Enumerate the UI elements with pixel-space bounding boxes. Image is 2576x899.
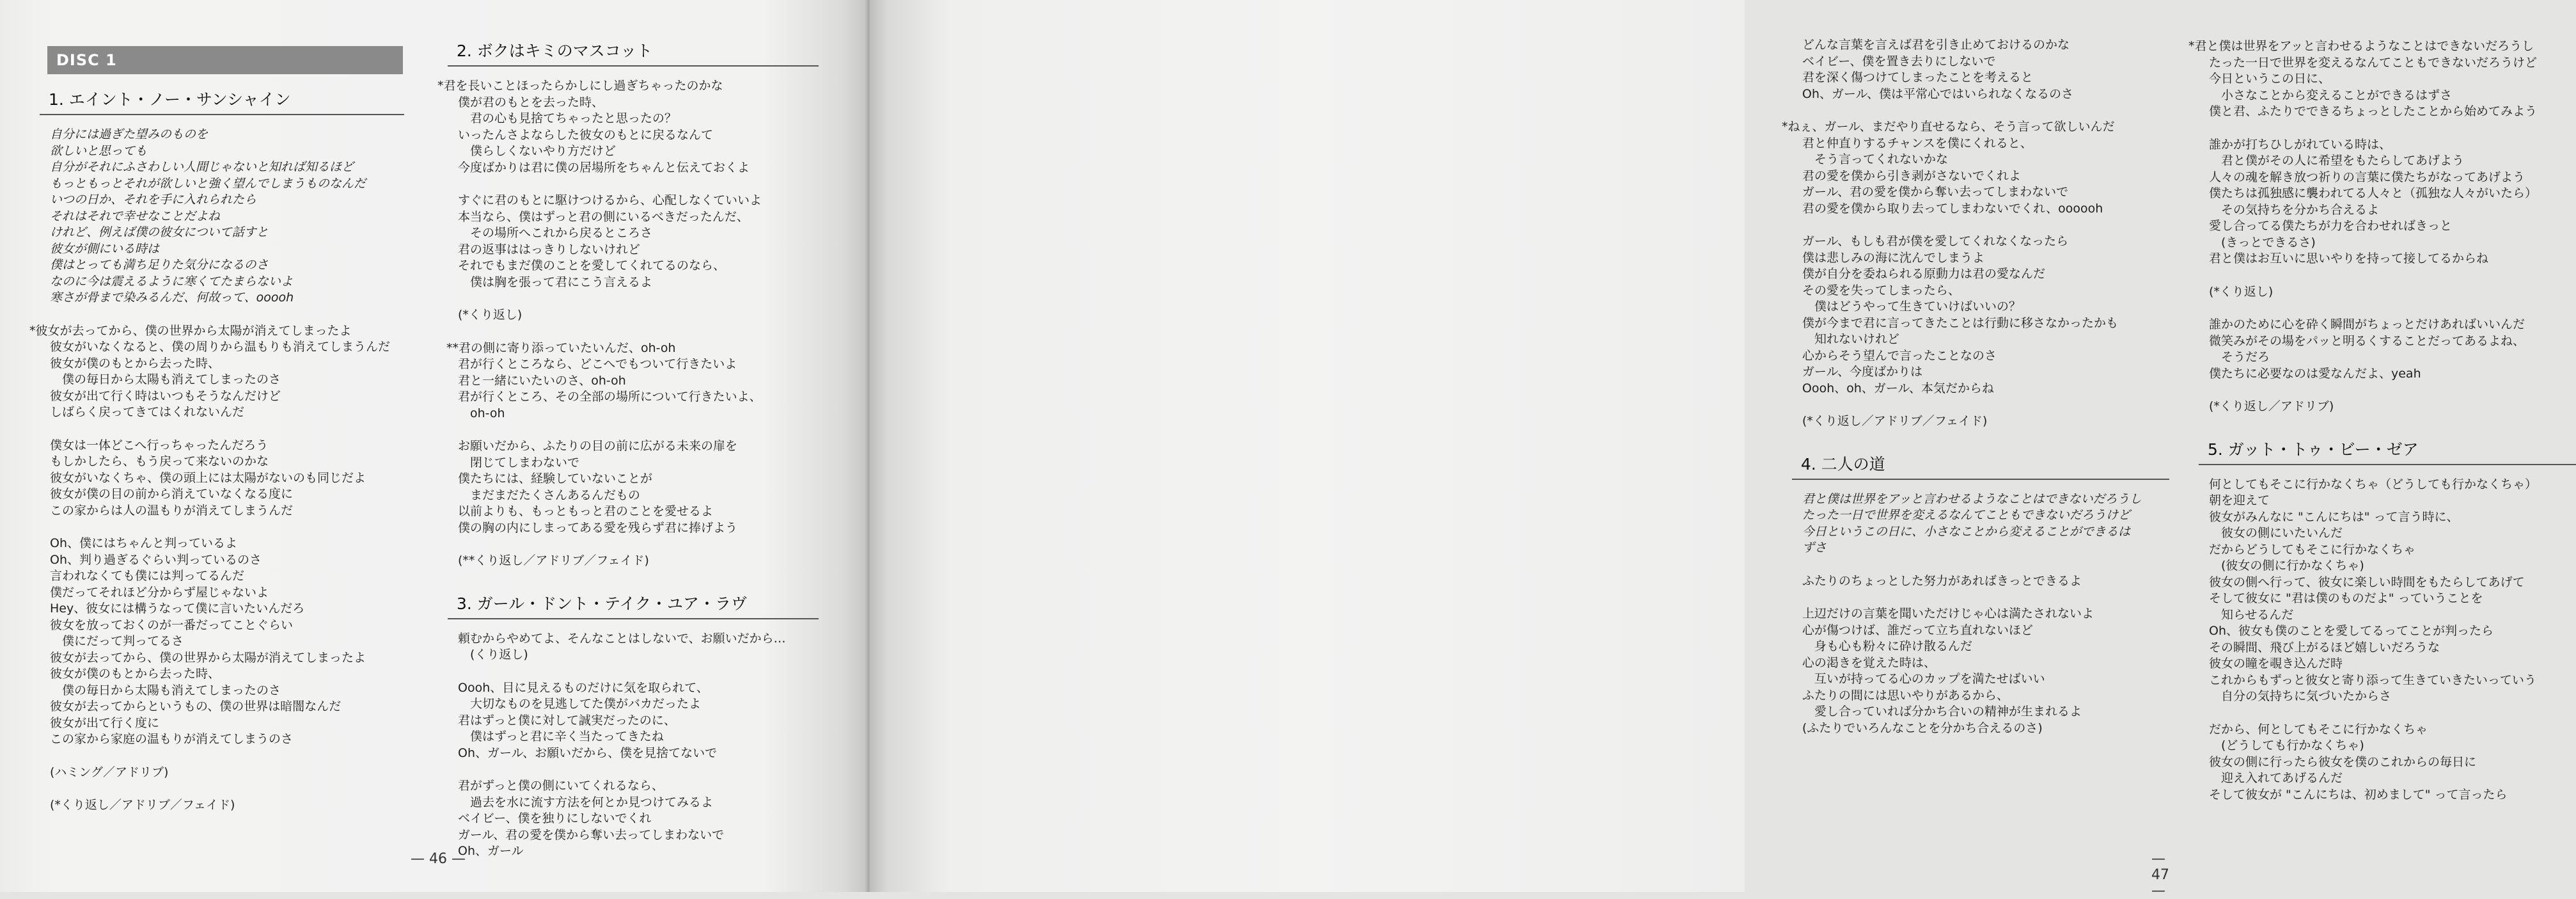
song-4-start: [1792, 452, 2169, 737]
stanza: [1792, 573, 2169, 590]
lyric-line: 知れないけれど: [1802, 332, 1900, 346]
lyric-line: 彼女が側にいる時は: [50, 241, 160, 256]
right-page: [870, 0, 2538, 899]
stanza: [448, 340, 819, 422]
song-title: 4. 二人の道: [1792, 452, 2169, 480]
lyric-line: ふたりのちょっとした努力があればきっとできるよ: [1802, 573, 2082, 588]
lyric-line: 彼女が僕の目の前から消えていなくなる度に: [50, 487, 294, 501]
left-page: [0, 0, 867, 892]
lyric-line: Hey、彼女には構うなって僕に言いたいんだろ: [50, 601, 305, 616]
lyric-line: Oh、僕にはちゃんと判っているよ: [50, 536, 237, 550]
stanza: [448, 193, 819, 290]
stanza: [1792, 234, 2169, 397]
lyric-line: *ねぇ、ガール、まだやり直せるなら、そう言って欲しいんだ: [1782, 120, 2115, 134]
lyric-line: 君と仲直りするチャンスを僕にくれると、: [1802, 136, 2032, 150]
lyric-line: 大切なものを見逃してた僕がバカだったよ: [458, 697, 702, 711]
lyric-line: ふたりの間には思いやりがあるから、: [1802, 688, 2009, 703]
left-column-1: [29, 46, 404, 836]
lyric-line: もしかしたら、もう戻って来ないのかな: [50, 454, 269, 468]
lyric-line: 僕はとっても満ち足りた気分になるのさ: [50, 258, 269, 272]
lyric-line: 身も心も粉々に砕け散るんだ: [1802, 639, 1973, 653]
lyric-line: 愛し合ってる僕たちが力を合わせればきっと: [2209, 219, 2453, 233]
lyric-line: 僕が君のもとを去った時、: [458, 95, 604, 109]
lyric-line: **君の側に寄り添っていたいんだ、oh-oh: [446, 340, 676, 355]
lyric-line: 僕はどうやって生きていけばいいの？: [1802, 299, 2022, 314]
lyric-line: 自分には過ぎた望みのものを: [50, 127, 208, 141]
stanza: [40, 797, 404, 814]
lyric-line: その愛を失ってしまったら、: [1802, 283, 1961, 298]
right-column-2: [2188, 38, 2576, 825]
lyric-line: 微笑みがその場をパッと明るくすることだってあるよね、: [2209, 333, 2525, 348]
lyric-line: 彼女の側に行ったら彼女を僕のこれからの毎日に: [2209, 754, 2477, 769]
lyric-line: 小さなことから変えることができるはずさ: [2209, 88, 2453, 102]
lyric-line: 知らせるんだ: [2209, 607, 2294, 622]
lyric-line: Oooh、oh、ガール、本気だからね: [1802, 381, 1995, 395]
stanza: [40, 127, 404, 306]
lyric-line: 僕たちは孤独感に襲われてる人々と（孤独な人々がいたら）: [2209, 186, 2538, 200]
stanza: [2199, 477, 2576, 705]
lyric-line: 君はずっと僕に対して誠実だったのに、: [458, 713, 676, 728]
song-title: 2. ボクはキミのマスコット: [448, 38, 819, 67]
lyric-line: 彼女が出て行く時はいつもそうなんだけど: [50, 388, 281, 403]
lyric-line: そして彼女に "君は僕のものだよ" っていうことを: [2209, 591, 2483, 605]
lyric-line: 彼女がいなくなると、僕の周りから温もりも消えてしまうんだ: [50, 340, 391, 354]
lyric-line: どんな言葉を言えば君を引き止めておけるのかな: [1802, 38, 2070, 52]
lyric-line: 以前よりも、もっともっと君のことを愛せるよ: [458, 504, 714, 518]
lyric-line: *君を長いことほったらかしにし過ぎちゃったのかな: [437, 79, 723, 93]
lyric-line: なのに今は震えるように寒くてたまらないよ: [50, 274, 294, 289]
lyric-line: (くり返し): [458, 648, 528, 662]
lyric-line: 君と一緒にいたいのさ、oh-oh: [458, 373, 626, 388]
lyric-line: 彼女が僕のもとから去った時、: [50, 667, 221, 681]
lyric-line: 君がずっと僕の側にいてくれるなら、: [458, 779, 664, 793]
page-number-left: — 46 —: [411, 851, 466, 867]
lyric-line: 迎え入れてあげるんだ: [2209, 771, 2343, 785]
lyric-line: 僕の毎日から太陽も消えてしまったのさ: [50, 372, 281, 386]
lyric-line: (*くり返し): [2209, 284, 2274, 299]
lyric-line: 心の渇きを覚えた時は、: [1802, 655, 1936, 670]
lyric-line: 愛し合っていれば分かち合いの精神が生まれるよ: [1802, 704, 2082, 719]
lyric-line: (*くり返し): [458, 308, 522, 322]
stanza: [448, 631, 819, 664]
lyric-line: 人々の魂を解き放つ祈りの言葉に僕たちがなってあげよう: [2209, 170, 2525, 184]
lyric-line: ガール、今度ばかりは: [1802, 365, 1923, 379]
lyric-line: 彼女がいなくちゃ、僕の頭上には太陽がないのも同じだよ: [50, 470, 366, 485]
lyric-line: 朝を迎えて: [2209, 493, 2270, 507]
lyric-line: 君と僕はお互いに思いやりを持って接してるからね: [2209, 251, 2489, 266]
song-4-continued: [2188, 38, 2576, 415]
stanza: [448, 778, 819, 860]
lyric-line: だからどうしてもそこに行かなくちゃ: [2209, 542, 2416, 557]
lyric-line: Oh、判り過ぎるぐらい判っているのさ: [50, 552, 262, 567]
stanza: [448, 438, 819, 536]
lyric-line: 欲しいと思っても: [50, 143, 148, 158]
stanza: [2199, 722, 2576, 804]
lyric-line: ガール、君の愛を僕から奪い去ってしまわないで: [458, 827, 725, 842]
lyric-line: 今日というこの日に、: [2209, 72, 2331, 86]
lyric-line: 君と僕は世界をアッと言わせるようなことはできないだろうし: [1802, 491, 2142, 506]
lyric-line: (きっとできるさ): [2209, 235, 2316, 250]
lyric-line: 互いが持ってる心のカップを満たせばいい: [1802, 672, 2045, 686]
lyric-line: すぐに君のもとに駆けつけるから、心配しなくていいよ: [458, 193, 762, 207]
song-3-continued: [1782, 37, 2169, 430]
stanza: [1792, 491, 2169, 557]
lyric-line: 過去を水に流す方法を何とか見つけてみるよ: [458, 795, 714, 809]
lyric-line: そうだろ: [2209, 350, 2270, 364]
song-1: [29, 87, 404, 814]
lyric-line: 彼女が去ってから、僕の世界から太陽が消えてしまったよ: [50, 650, 366, 665]
lyric-line: その場所へこれから戻るところさ: [458, 226, 653, 240]
stanza: [1792, 606, 2169, 736]
lyric-line: 誰かのために心を砕く瞬間がちょっとだけあればいいんだ: [2209, 317, 2525, 331]
stanza: [2199, 284, 2576, 301]
lyric-line: いつの日か、それを手に入れられたら: [50, 193, 257, 207]
lyric-line: そして彼女が "こんにちは、初めまして" って言ったら: [2209, 787, 2508, 802]
stanza: [1782, 119, 2169, 217]
lyric-line: 頼むからやめてよ、そんなことはしないで、お願いだから…: [458, 631, 786, 646]
lyric-line: 自分がそれにふさわしい人間じゃないと知れば知るほど: [50, 160, 354, 174]
lyric-line: 彼女が僕のもとから去った時、: [50, 356, 221, 370]
stanza: [437, 78, 819, 176]
lyric-line: 僕は悲しみの海に沈んでしまうよ: [1802, 250, 1985, 265]
lyric-line: ガール、君の愛を僕から奪い去ってしまわないで: [1802, 185, 2069, 199]
song-5: [2199, 437, 2576, 804]
lyric-line: 自分の気持ちに気づいたからさ: [2209, 689, 2392, 703]
stanza: [29, 323, 404, 421]
lyric-line: 今日というこの日に、小さなことから変えることができるは: [1802, 524, 2131, 539]
lyric-line: (ふたりでいろんなことを分かち合えるのさ): [1802, 720, 2043, 735]
lyric-line: 閉じてしまわないで: [458, 455, 580, 470]
song-title: 1. エイント・ノー・サンシャイン: [40, 87, 404, 115]
lyric-line: 君の愛を僕から取り去ってしまわないでくれ、oooooh: [1802, 201, 2103, 216]
lyric-line: Oooh、目に見えるものだけに気を取られて、: [458, 680, 709, 695]
stanza: [448, 553, 819, 569]
lyric-line: 彼女の側にいたいんだ: [2209, 526, 2343, 540]
lyric-line: その瞬間、飛び上がるほど嬉しいだろうな: [2209, 640, 2440, 655]
lyric-line: oh-oh: [458, 406, 505, 420]
lyric-line: もっともっとそれが欲しいと強く望んでしまうものなんだ: [50, 176, 366, 191]
song-title: 3. ガール・ドント・テイク・ユア・ラヴ: [448, 591, 819, 619]
lyric-line: しばらく戻ってきてはくれないんだ: [50, 405, 245, 419]
lyric-line: この家からは人の温もりが消えてしまうんだ: [50, 503, 294, 518]
song-3-start: [448, 591, 819, 860]
lyric-line: (**くり返し／アドリブ／フェイド): [458, 553, 649, 568]
lyric-line: 彼女の側へ行って、彼女に楽しい時間をもたらしてあげて: [2209, 575, 2525, 589]
lyric-line: まだまだたくさんあるんだもの: [458, 488, 641, 502]
lyric-line: 言われなくても僕には判ってるんだ: [50, 569, 245, 583]
lyric-line: 僕はずっと君に辛く当たってきたね: [458, 729, 664, 744]
lyric-line: (彼女の側に行かなくちゃ): [2209, 559, 2364, 573]
lyric-line: 君の返事ははっきりしないけれど: [458, 242, 641, 257]
stanza: [1792, 37, 2169, 102]
disc-label: DISC 1: [47, 46, 403, 74]
lyric-line: 彼女を放っておくのが一番だってことぐらい: [50, 617, 294, 632]
lyric-line: 僕の毎日から太陽も消えてしまったのさ: [50, 683, 281, 697]
lyric-line: 彼女が出て行く度に: [50, 715, 160, 730]
lyric-line: けれど、例えば僕の彼女について話すと: [50, 225, 269, 239]
lyric-line: 君の愛を僕から引き剥がさないでくれよ: [1802, 168, 2022, 183]
lyric-line: 上辺だけの言葉を聞いただけじゃ心は満たされないよ: [1802, 607, 2094, 621]
lyric-line: 君が行くところなら、どこへでもついて行きたいよ: [458, 357, 737, 371]
lyric-line: 僕にだって判ってるさ: [50, 634, 184, 648]
lyric-line: 心からそう望んで言ったことなのさ: [1802, 348, 1997, 363]
lyric-line: (ハミング／アドリブ): [50, 765, 169, 779]
lyric-line: その気持ちを分かち合えるよ: [2209, 202, 2380, 217]
lyric-line: Oh、彼女も僕のことを愛してるってことが判ったら: [2209, 624, 2494, 638]
lyric-line: ガール、もしも君が僕を愛してくれなくなったら: [1802, 234, 2069, 248]
lyric-line: これからもずっと彼女と寄り添って生きていきたいっていう: [2209, 672, 2536, 687]
lyric-line: ずさ: [1802, 541, 1827, 555]
lyric-line: たった一日で世界を変えるなんてこともできないだろうけど: [1802, 508, 2131, 522]
lyric-line: 僕が自分を委ねられる原動力は君の愛なんだ: [1802, 267, 2046, 281]
stanza: [40, 536, 404, 748]
lyric-line: それはそれで幸せなことだよね: [50, 209, 221, 223]
lyric-line: この家から家庭の温もりが消えてしまうのさ: [50, 732, 294, 746]
lyric-line: 君の心も見捨てちゃったと思ったの？: [458, 111, 677, 125]
lyric-line: (*くり返し／アドリブ／フェイド): [1802, 414, 1988, 428]
stanza: [2199, 399, 2576, 415]
lyric-line: 僕が今まで君に言ってきたことは行動に移さなかったかも: [1802, 315, 2119, 330]
lyric-line: ベイビー、僕を置き去りにしないで: [1802, 54, 1996, 68]
lyric-line: (どうしても行かなくちゃ): [2209, 738, 2364, 752]
lyric-line: 彼女の瞳を覗き込んだ時: [2209, 656, 2343, 671]
lyric-line: Oh、ガール、僕は平常心ではいられなくなるのさ: [1802, 86, 2074, 101]
lyric-line: 君が行くところ、その全部の場所について行きたいよ、: [458, 390, 762, 404]
lyric-line: 僕だってそれほど分からず屋じゃないよ: [50, 585, 269, 600]
lyric-line: Oh、ガール: [458, 844, 524, 858]
stanza: [2188, 38, 2576, 120]
lyric-line: それでもまだ僕のことを愛してくれてるのなら、: [458, 259, 726, 273]
lyric-line: 僕たちに必要なのは愛なんだよ、yeah: [2209, 366, 2421, 381]
lyric-line: 僕らしくないやり方だけど: [458, 144, 617, 158]
stanza: [448, 307, 819, 324]
lyric-line: 心が傷つけば、誰だって立ち直れないほど: [1802, 623, 2034, 637]
stanza: [1792, 413, 2169, 430]
lyric-line: (*くり返し／アドリブ): [2209, 399, 2334, 413]
stanza: [40, 438, 404, 520]
lyric-line: *君と僕は世界をアッと言わせるようなことはできないだろうし: [2188, 39, 2534, 53]
lyric-line: 寒さが骨まで染みるんだ、何故って、ooooh: [50, 290, 294, 305]
lyric-line: 君を深く傷つけてしまったことを考えると: [1802, 70, 2034, 84]
song-title: 5. ガット・トゥ・ビー・ゼア: [2199, 437, 2576, 465]
lyric-line: お願いだから、ふたりの目の前に広がる未来の扉を: [458, 439, 738, 453]
lyric-line: 誰かが打ちひしがれている時は、: [2209, 137, 2392, 152]
lyric-line: 君と僕がその人に希望をもたらしてあげよう: [2209, 154, 2465, 168]
lyric-line: たった一日で世界を変えるなんてこともできないだろうけど: [2209, 55, 2538, 70]
page-number-right: — 47 —: [2151, 851, 2169, 899]
stanza: [448, 680, 819, 762]
stanza: [2199, 137, 2576, 267]
stanza: [40, 765, 404, 781]
lyric-line: Oh、ガール、お願いだから、僕を見捨てないで: [458, 745, 718, 760]
lyric-line: 僕と君、ふたりでできるちょっとしたことから始めてみよう: [2209, 104, 2538, 118]
lyric-line: 彼女が去ってからというもの、僕の世界は暗闇なんだ: [50, 699, 342, 713]
stanza: [2199, 317, 2576, 382]
lyric-line: (*くり返し／アドリブ／フェイド): [50, 798, 235, 812]
lyric-line: 今度ばかりは君に僕の居場所をちゃんと伝えておくよ: [458, 160, 750, 175]
lyric-line: 僕女は一体どこへ行っちゃったんだろう: [50, 438, 269, 452]
lyric-line: だから、何としてもそこに行かなくちゃ: [2209, 722, 2428, 736]
lyric-line: 僕たちには、経験していないことが: [458, 472, 653, 486]
lyric-line: ベイビー、僕を独りにしないでくれ: [458, 811, 652, 825]
lyric-line: 僕は胸を張って君にこう言えるよ: [458, 274, 653, 289]
lyric-line: 何としてもそこに行かなくちゃ（どうしても行かなくちゃ）: [2209, 477, 2538, 491]
lyric-line: *彼女が去ってから、僕の世界から太陽が消えてしまったよ: [29, 323, 352, 338]
lyric-line: いったんさよならした彼女のもとに戻るなんて: [458, 127, 714, 142]
lyric-line: 僕の胸の内にしまってある愛を残らず君に捧げよう: [458, 520, 738, 535]
song-2: [437, 38, 819, 569]
lyric-line: そう言ってくれないかな: [1802, 152, 1949, 166]
lyric-line: 彼女がみんなに "こんにちは" って言う時に、: [2209, 509, 2459, 524]
lyric-line: 本当なら、僕はずっと君の側にいるべきだったんだ、: [458, 209, 749, 224]
right-column-1: [1782, 37, 2169, 758]
